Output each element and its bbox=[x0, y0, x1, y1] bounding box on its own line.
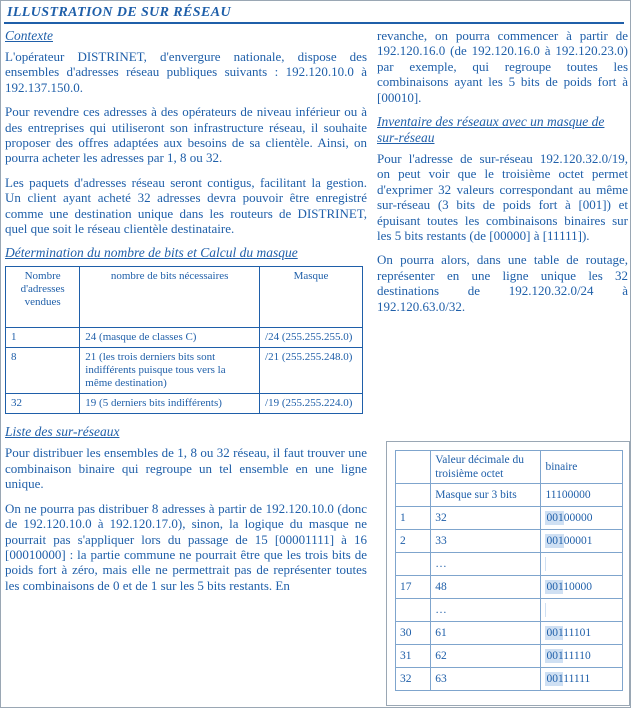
table-cell bbox=[541, 530, 623, 553]
table-cell: 8 bbox=[6, 348, 80, 394]
paragraph-liste-1: Pour distribuer les ensembles de 1, 8 ou 32 réseau, il faut trouver une combinaison binaire qui regroupe un tel ensemble en une ligne unique. bbox=[5, 445, 367, 492]
table-cell: 21 (les trois derniers bits sont indifférents puisque tous vers la même destination) bbox=[80, 348, 260, 394]
table-cell: 32 bbox=[396, 668, 431, 691]
table-masques bbox=[5, 266, 363, 414]
table-cell: … bbox=[431, 553, 541, 576]
table-cell: 61 bbox=[431, 622, 541, 645]
table-cell bbox=[541, 553, 623, 576]
table-header-cell: Valeur décimale du troisième octet bbox=[431, 451, 541, 484]
table-cell: 63 bbox=[431, 668, 541, 691]
table-cell: 1 bbox=[6, 328, 80, 348]
table-cell: Masque sur 3 bits bbox=[431, 484, 541, 507]
table-cell bbox=[396, 599, 431, 622]
heading-liste-sur-reseaux: Liste des sur-réseaux bbox=[5, 424, 120, 440]
table-row bbox=[396, 622, 623, 645]
table-row bbox=[396, 553, 623, 576]
paragraph-contexte-3: Les paquets d'adresses réseau seront contigus, facilitant la gestion. Un client ayant acheté 32 adresses devra pouvoir être enregistré comme une destination unique dans les routeurs de DISTRINET, quel que soit le réseau clientèle destinataire. bbox=[5, 174, 367, 237]
table-header-cell: Nombre d'adresses vendues bbox=[6, 267, 80, 328]
binary-suffix: 11101 bbox=[563, 627, 592, 639]
binary-prefix: 001 bbox=[546, 581, 564, 593]
right-column bbox=[377, 28, 628, 323]
table-header-cell bbox=[396, 451, 431, 484]
binary-prefix: 001 bbox=[546, 627, 564, 639]
table-cell: 33 bbox=[431, 530, 541, 553]
table-cell bbox=[541, 576, 623, 599]
table-row-masque bbox=[396, 484, 623, 507]
table-cell: 2 bbox=[396, 530, 431, 553]
paragraph-liste-2: On ne pourra pas distribuer 8 adresses à partir de 192.120.10.0 (donc de 192.120.10.0 à 192.120.17.0), sinon, la logique du masque ne pourrait pas s'appliquer lors du passage de 15 [00001111] à 16 [00010000] : la partie commune ne pourrait être que les trois bits de poids fort à zéro, mais elle ne permettrait pas de représenter toutes les combinaisons de 0 et de 1 sur les 5 bits restants. En bbox=[5, 500, 367, 593]
paragraph-contexte-1: L'opérateur DISTRINET, d'envergure nationale, dispose des ensembles d'adresses réseau publiques suivants : 192.120.10.0 à 192.137.150.0. bbox=[5, 49, 367, 95]
table-cell: 48 bbox=[431, 576, 541, 599]
table-row bbox=[396, 645, 623, 668]
table-row bbox=[396, 507, 623, 530]
binary-prefix: 001 bbox=[546, 535, 564, 547]
table-cell: … bbox=[431, 599, 541, 622]
panel-table-troisieme-octet bbox=[386, 441, 630, 706]
table-cell: /24 (255.255.255.0) bbox=[260, 328, 363, 348]
table-cell: 24 (masque de classes C) bbox=[80, 328, 260, 348]
heading-contexte: Contexte bbox=[5, 28, 53, 43]
table-cell: 30 bbox=[396, 622, 431, 645]
table-header-row bbox=[396, 451, 623, 484]
table-cell bbox=[541, 668, 623, 691]
table-cell: 62 bbox=[431, 645, 541, 668]
table-cell bbox=[396, 553, 431, 576]
table-cell: 1 bbox=[396, 507, 431, 530]
table-row bbox=[6, 348, 363, 394]
binary-suffix: 11110 bbox=[563, 650, 591, 662]
table-cell bbox=[541, 622, 623, 645]
table-row bbox=[396, 668, 623, 691]
table-row bbox=[396, 530, 623, 553]
paragraph-right-3: On pourra alors, dans une table de routage, représenter en une ligne unique les 32 destinations de 192.120.32.0/24 à 192.120.63.0/32. bbox=[377, 252, 628, 314]
document-title-bar bbox=[4, 4, 624, 24]
heading-inventaire: Inventaire des réseaux avec un masque de sur-réseau bbox=[377, 114, 605, 146]
binary-suffix: 10000 bbox=[563, 581, 593, 593]
table-header-cell: binaire bbox=[541, 451, 623, 484]
paragraph-contexte-2: Pour revendre ces adresses à des opérateurs de niveau inférieur ou à des entreprises qui utiliseront son infrastructure réseau, il souhaite proposer des offres adaptées aux besoins de sa clientèle. Ainsi, on pourra acheter les adresses par 1, 8 ou 32. bbox=[5, 104, 367, 166]
left-column bbox=[5, 28, 367, 602]
table-row bbox=[6, 394, 363, 414]
table-cell: 32 bbox=[6, 394, 80, 414]
binary-prefix: 001 bbox=[546, 512, 564, 524]
binary-suffix: 00001 bbox=[563, 535, 593, 547]
page-title: ILLUSTRATION DE SUR RÉSEAU bbox=[7, 5, 231, 20]
table-cell: 17 bbox=[396, 576, 431, 599]
table-cell: 19 (5 derniers bits indifférents) bbox=[80, 394, 260, 414]
table-cell bbox=[541, 599, 623, 622]
binary-prefix: 001 bbox=[546, 650, 564, 662]
binary-suffix: 00000 bbox=[563, 512, 593, 524]
paragraph-right-2: Pour l'adresse de sur-réseau 192.120.32.0/19, on peut voir que le troisième octet permet d'exprimer 32 valeurs correspondant au même sur-réseau (3 bits de poids fort à [001]) et épuisant toutes les combinaisons binaires sur les 5 bits restants (de [00000] à [11111]). bbox=[377, 151, 628, 244]
binary-prefix bbox=[545, 557, 546, 571]
binary-prefix bbox=[545, 603, 546, 617]
table-row bbox=[396, 576, 623, 599]
binary-prefix: 001 bbox=[546, 673, 564, 685]
table-cell bbox=[541, 645, 623, 668]
table-header-row bbox=[6, 267, 363, 328]
table-header-cell: nombre de bits nécessaires bbox=[80, 267, 260, 328]
table-cell: 32 bbox=[431, 507, 541, 530]
table-cell: 31 bbox=[396, 645, 431, 668]
table-row bbox=[396, 599, 623, 622]
table-troisieme-octet bbox=[395, 450, 623, 691]
table-cell: /19 (255.255.224.0) bbox=[260, 394, 363, 414]
table-cell: 11100000 bbox=[541, 484, 623, 507]
binary-suffix: 11111 bbox=[563, 673, 591, 685]
table-cell bbox=[396, 484, 431, 507]
heading-determination-bits: Détermination du nombre de bits et Calcul du masque bbox=[5, 245, 298, 261]
table-cell: /21 (255.255.248.0) bbox=[260, 348, 363, 394]
table-cell bbox=[541, 507, 623, 530]
table-row bbox=[6, 328, 363, 348]
paragraph-right-1: revanche, on pourra commencer à partir de 192.120.16.0 (de 192.120.16.0 à 192.120.23.0) par exemple, qui regroupe toutes les combinaisons ayant les 5 bits de poids fort à [00010]. bbox=[377, 28, 628, 105]
table-header-cell: Masque bbox=[260, 267, 363, 328]
